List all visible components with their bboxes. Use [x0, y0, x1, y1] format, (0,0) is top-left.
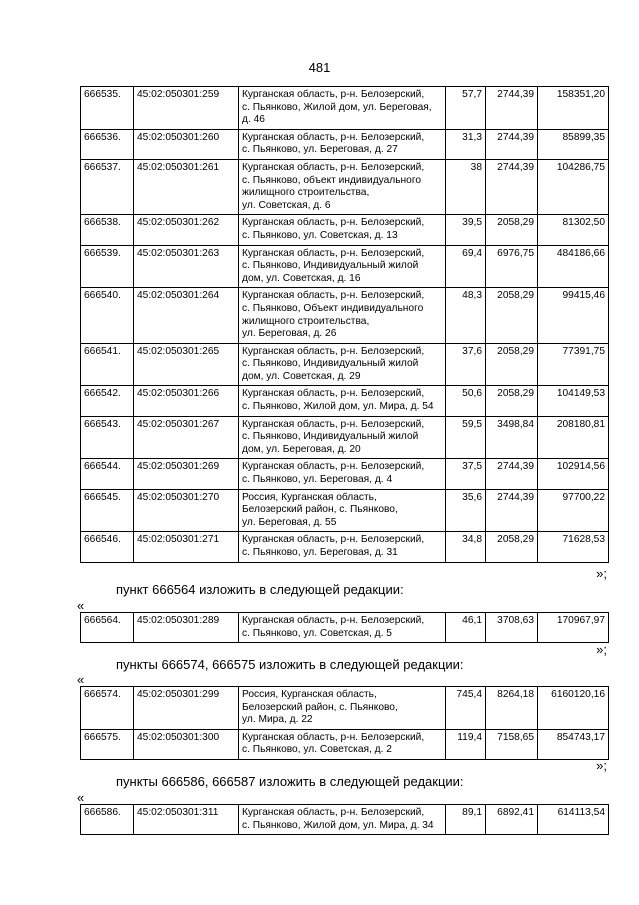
opening-quote: «	[77, 598, 85, 613]
total-value: 102914,56	[538, 459, 609, 489]
unit-price: 7158,65	[486, 729, 538, 759]
address: Курганская область, р-н. Белозерский, с. Пьянково, объект индивидуального жилищного строительства, ул. Советская, д. 6	[239, 159, 446, 214]
table-row	[81, 687, 609, 730]
address: Курганская область, р-н. Белозерский, с. Пьянково, Индивидуальный жилой дом, ул. Береговая, д. 20	[239, 416, 446, 459]
area-value: 38	[446, 159, 486, 214]
unit-price: 2058,29	[486, 288, 538, 343]
area-value: 48,3	[446, 288, 486, 343]
cadastral-number: 45:02:050301:289	[134, 613, 239, 643]
area-value: 31,3	[446, 129, 486, 159]
address: Курганская область, р-н. Белозерский, с. Пьянково, ул. Советская, д. 5	[239, 613, 446, 643]
total-value: 6160120,16	[538, 687, 609, 730]
total-value: 170967,97	[538, 613, 609, 643]
row-number: 666564.	[81, 613, 134, 643]
row-number: 666544.	[81, 459, 134, 489]
unit-price: 8264,18	[486, 687, 538, 730]
row-number: 666540.	[81, 288, 134, 343]
instruction-text: пункты 666574, 666575 изложить в следующей редакции:	[116, 657, 464, 672]
unit-price: 6892,41	[486, 805, 538, 835]
table-row	[81, 129, 609, 159]
unit-price: 3498,84	[486, 416, 538, 459]
table-row	[81, 416, 609, 459]
row-number: 666543.	[81, 416, 134, 459]
opening-quote: «	[77, 672, 85, 687]
address: Курганская область, р-н. Белозерский, с. Пьянково, ул. Советская, д. 13	[239, 215, 446, 245]
table-row	[81, 386, 609, 416]
property-table-666586	[80, 804, 609, 835]
unit-price: 2744,39	[486, 87, 538, 130]
total-value: 85899,35	[538, 129, 609, 159]
unit-price: 3708,63	[486, 613, 538, 643]
address: Курганская область, р-н. Белозерский, с. Пьянково, ул. Береговая, д. 31	[239, 532, 446, 562]
area-value: 39,5	[446, 215, 486, 245]
address: Курганская область, р-н. Белозерский, с. Пьянково, ул. Советская, д. 2	[239, 729, 446, 759]
cadastral-number: 45:02:050301:262	[134, 215, 239, 245]
address: Курганская область, р-н. Белозерский, с. Пьянково, Объект индивидуального жилищного строительства, ул. Береговая, д. 26	[239, 288, 446, 343]
area-value: 89,1	[446, 805, 486, 835]
total-value: 99415,46	[538, 288, 609, 343]
unit-price: 6976,75	[486, 245, 538, 288]
cadastral-number: 45:02:050301:259	[134, 87, 239, 130]
address: Россия, Курганская область, Белозерский район, с. Пьянково, ул. Мира, д. 22	[239, 687, 446, 730]
cadastral-number: 45:02:050301:311	[134, 805, 239, 835]
unit-price: 2058,29	[486, 386, 538, 416]
unit-price: 2058,29	[486, 215, 538, 245]
row-number: 666541.	[81, 343, 134, 386]
total-value: 104286,75	[538, 159, 609, 214]
cadastral-number: 45:02:050301:263	[134, 245, 239, 288]
unit-price: 2744,39	[486, 159, 538, 214]
total-value: 158351,20	[538, 87, 609, 130]
area-value: 37,6	[446, 343, 486, 386]
property-table-666574-666575	[80, 686, 609, 760]
cadastral-number: 45:02:050301:265	[134, 343, 239, 386]
address: Курганская область, р-н. Белозерский, с. Пьянково, Жилой дом, ул. Мира, д. 54	[239, 386, 446, 416]
total-value: 484186,66	[538, 245, 609, 288]
area-value: 59,5	[446, 416, 486, 459]
total-value: 97700,22	[538, 489, 609, 532]
property-table-main	[80, 86, 609, 563]
total-value: 208180,81	[538, 416, 609, 459]
table-row	[81, 343, 609, 386]
area-value: 119,4	[446, 729, 486, 759]
row-number: 666535.	[81, 87, 134, 130]
table-row	[81, 87, 609, 130]
address: Россия, Курганская область, Белозерский район, с. Пьянково, ул. Береговая, д. 55	[239, 489, 446, 532]
total-value: 77391,75	[538, 343, 609, 386]
table-row	[81, 159, 609, 214]
area-value: 34,8	[446, 532, 486, 562]
unit-price: 2744,39	[486, 489, 538, 532]
page-number: 481	[308, 60, 331, 75]
area-value: 57,7	[446, 87, 486, 130]
closing-quote: »;	[596, 758, 607, 773]
unit-price: 2744,39	[486, 459, 538, 489]
address: Курганская область, р-н. Белозерский, с. Пьянково, Индивидуальный жилой дом, ул. Советская, д. 16	[239, 245, 446, 288]
cadastral-number: 45:02:050301:269	[134, 459, 239, 489]
instruction-text: пункт 666564 изложить в следующей редакции:	[116, 582, 404, 597]
instruction-text: пункты 666586, 666587 изложить в следующей редакции:	[116, 774, 464, 789]
total-value: 854743,17	[538, 729, 609, 759]
area-value: 745,4	[446, 687, 486, 730]
table-row	[81, 613, 609, 643]
table-row	[81, 459, 609, 489]
cadastral-number: 45:02:050301:271	[134, 532, 239, 562]
table-row	[81, 245, 609, 288]
row-number: 666545.	[81, 489, 134, 532]
opening-quote: «	[77, 790, 85, 805]
row-number: 666546.	[81, 532, 134, 562]
cadastral-number: 45:02:050301:270	[134, 489, 239, 532]
unit-price: 2744,39	[486, 129, 538, 159]
cadastral-number: 45:02:050301:299	[134, 687, 239, 730]
area-value: 50,6	[446, 386, 486, 416]
row-number: 666537.	[81, 159, 134, 214]
area-value: 46,1	[446, 613, 486, 643]
closing-quote: »;	[596, 642, 607, 657]
unit-price: 2058,29	[486, 343, 538, 386]
total-value: 71628,53	[538, 532, 609, 562]
total-value: 81302,50	[538, 215, 609, 245]
row-number: 666539.	[81, 245, 134, 288]
table-row	[81, 489, 609, 532]
cadastral-number: 45:02:050301:261	[134, 159, 239, 214]
table-row	[81, 729, 609, 759]
address: Курганская область, р-н. Белозерский, с. Пьянково, Жилой дом, ул. Береговая, д. 46	[239, 87, 446, 130]
address: Курганская область, р-н. Белозерский, с. Пьянково, ул. Береговая, д. 4	[239, 459, 446, 489]
area-value: 35,6	[446, 489, 486, 532]
cadastral-number: 45:02:050301:260	[134, 129, 239, 159]
total-value: 614113,54	[538, 805, 609, 835]
area-value: 69,4	[446, 245, 486, 288]
cadastral-number: 45:02:050301:300	[134, 729, 239, 759]
address: Курганская область, р-н. Белозерский, с. Пьянково, Жилой дом, ул. Мира, д. 34	[239, 805, 446, 835]
cadastral-number: 45:02:050301:267	[134, 416, 239, 459]
closing-quote: »;	[596, 566, 607, 581]
address: Курганская область, р-н. Белозерский, с. Пьянково, ул. Береговая, д. 27	[239, 129, 446, 159]
area-value: 37,5	[446, 459, 486, 489]
row-number: 666536.	[81, 129, 134, 159]
table-row	[81, 532, 609, 562]
row-number: 666574.	[81, 687, 134, 730]
table-row	[81, 805, 609, 835]
row-number: 666586.	[81, 805, 134, 835]
cadastral-number: 45:02:050301:264	[134, 288, 239, 343]
address: Курганская область, р-н. Белозерский, с. Пьянково, Индивидуальный жилой дом, ул. Советская, д. 29	[239, 343, 446, 386]
total-value: 104149,53	[538, 386, 609, 416]
row-number: 666542.	[81, 386, 134, 416]
table-row	[81, 215, 609, 245]
row-number: 666575.	[81, 729, 134, 759]
property-table-666564	[80, 612, 609, 643]
table-row	[81, 288, 609, 343]
unit-price: 2058,29	[486, 532, 538, 562]
cadastral-number: 45:02:050301:266	[134, 386, 239, 416]
row-number: 666538.	[81, 215, 134, 245]
